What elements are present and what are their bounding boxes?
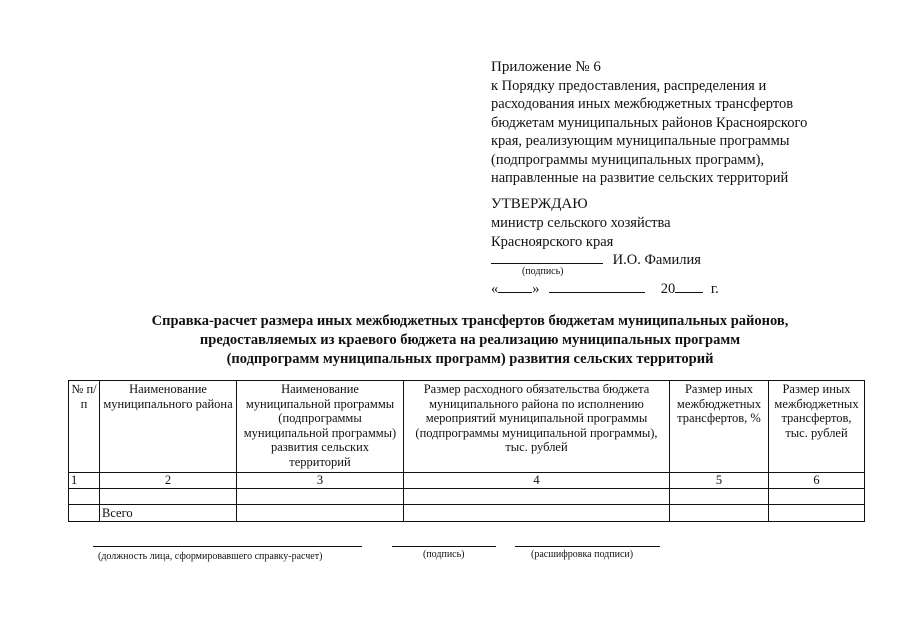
- table-cell: [237, 488, 404, 504]
- table-cell: [404, 488, 670, 504]
- column-number-row: [69, 473, 865, 489]
- table-header-row: [69, 381, 865, 473]
- year-prefix: 20: [660, 281, 676, 297]
- appendix-line: (подпрограммы муниципальных программ),: [491, 151, 765, 168]
- table-cell: [769, 488, 865, 504]
- footer-signature-line: [392, 546, 496, 547]
- appendix-block: [491, 58, 807, 188]
- table-cell: [670, 504, 769, 522]
- column-number-cell: 1: [69, 473, 100, 489]
- table-cell: [69, 488, 100, 504]
- approval-position-line: министр сельского хозяйства: [491, 215, 671, 231]
- table-cell: [670, 488, 769, 504]
- date-close-quote: »: [532, 281, 540, 297]
- header-cell-district: Наименование муниципального района: [100, 381, 237, 473]
- total-row: [69, 504, 865, 522]
- header-cell-program: Наименование муниципальной программы (подпрограммы муниципальной программы) развития сельских территорий: [237, 381, 404, 473]
- position-line: [93, 546, 362, 547]
- year-blank: [675, 278, 703, 293]
- day-blank: [498, 278, 532, 293]
- total-label: Всего: [100, 504, 237, 522]
- date-open-quote: «: [491, 281, 499, 297]
- decoding-caption: (расшифровка подписи): [531, 549, 634, 560]
- calculation-table: [68, 380, 865, 522]
- appendix-title: Приложение № 6: [491, 59, 601, 75]
- header-cell-obligation: Размер расходного обязательства бюджета муниципального района по исполнению мероприятий муниципальной программы (подпрограммы муниципальной программы), тыс. рублей: [404, 381, 670, 473]
- title-line: Справка-расчет размера иных межбюджетных трансфертов бюджетам муниципальных районов,: [151, 313, 789, 329]
- signature-caption: (подпись): [522, 266, 564, 277]
- appendix-line: направленные на развитие сельских территорий: [491, 170, 789, 186]
- footer-signature-caption: (подпись): [423, 549, 465, 560]
- approval-heading: УТВЕРЖДАЮ: [491, 196, 588, 212]
- approver-name: И.О. Фамилия: [612, 252, 701, 268]
- signature-blank: [491, 249, 603, 264]
- position-caption: (должность лица, сформировавшего справку-расчет): [98, 551, 323, 562]
- column-number-cell: 4: [404, 473, 670, 489]
- title-line: (подпрограмм муниципальных программ) развития сельских территорий: [226, 351, 714, 367]
- column-number-cell: 5: [670, 473, 769, 489]
- table-row: [69, 488, 865, 504]
- title-line: предоставляемых из краевого бюджета на реализацию муниципальных программ: [199, 332, 741, 348]
- appendix-line: края, реализующим муниципальные программы: [491, 133, 790, 149]
- document-title: [100, 312, 840, 369]
- header-cell-number: № п/п: [69, 381, 100, 473]
- table-cell: [404, 504, 670, 522]
- decoding-line: [515, 546, 660, 547]
- table-cell: [69, 504, 100, 522]
- column-number-cell: 2: [100, 473, 237, 489]
- appendix-line: бюджетам муниципальных районов Красноярского: [491, 114, 808, 131]
- month-blank: [549, 278, 645, 293]
- approval-position-line: Красноярского края: [491, 233, 614, 250]
- table-cell: [769, 504, 865, 522]
- column-number-cell: 3: [237, 473, 404, 489]
- header-cell-percent: Размер иных межбюджетных трансфертов, %: [670, 381, 769, 473]
- appendix-line: расходования иных межбюджетных трансфертов: [491, 96, 794, 112]
- table-cell: [100, 488, 237, 504]
- appendix-line: к Порядку предоставления, распределения и: [491, 77, 767, 94]
- column-number-cell: 6: [769, 473, 865, 489]
- table-cell: [237, 504, 404, 522]
- approval-position: [491, 214, 671, 251]
- header-cell-amount: Размер иных межбюджетных трансфертов, тыс. рублей: [769, 381, 865, 473]
- year-suffix: г.: [710, 281, 719, 297]
- approval-date-row: [491, 278, 719, 298]
